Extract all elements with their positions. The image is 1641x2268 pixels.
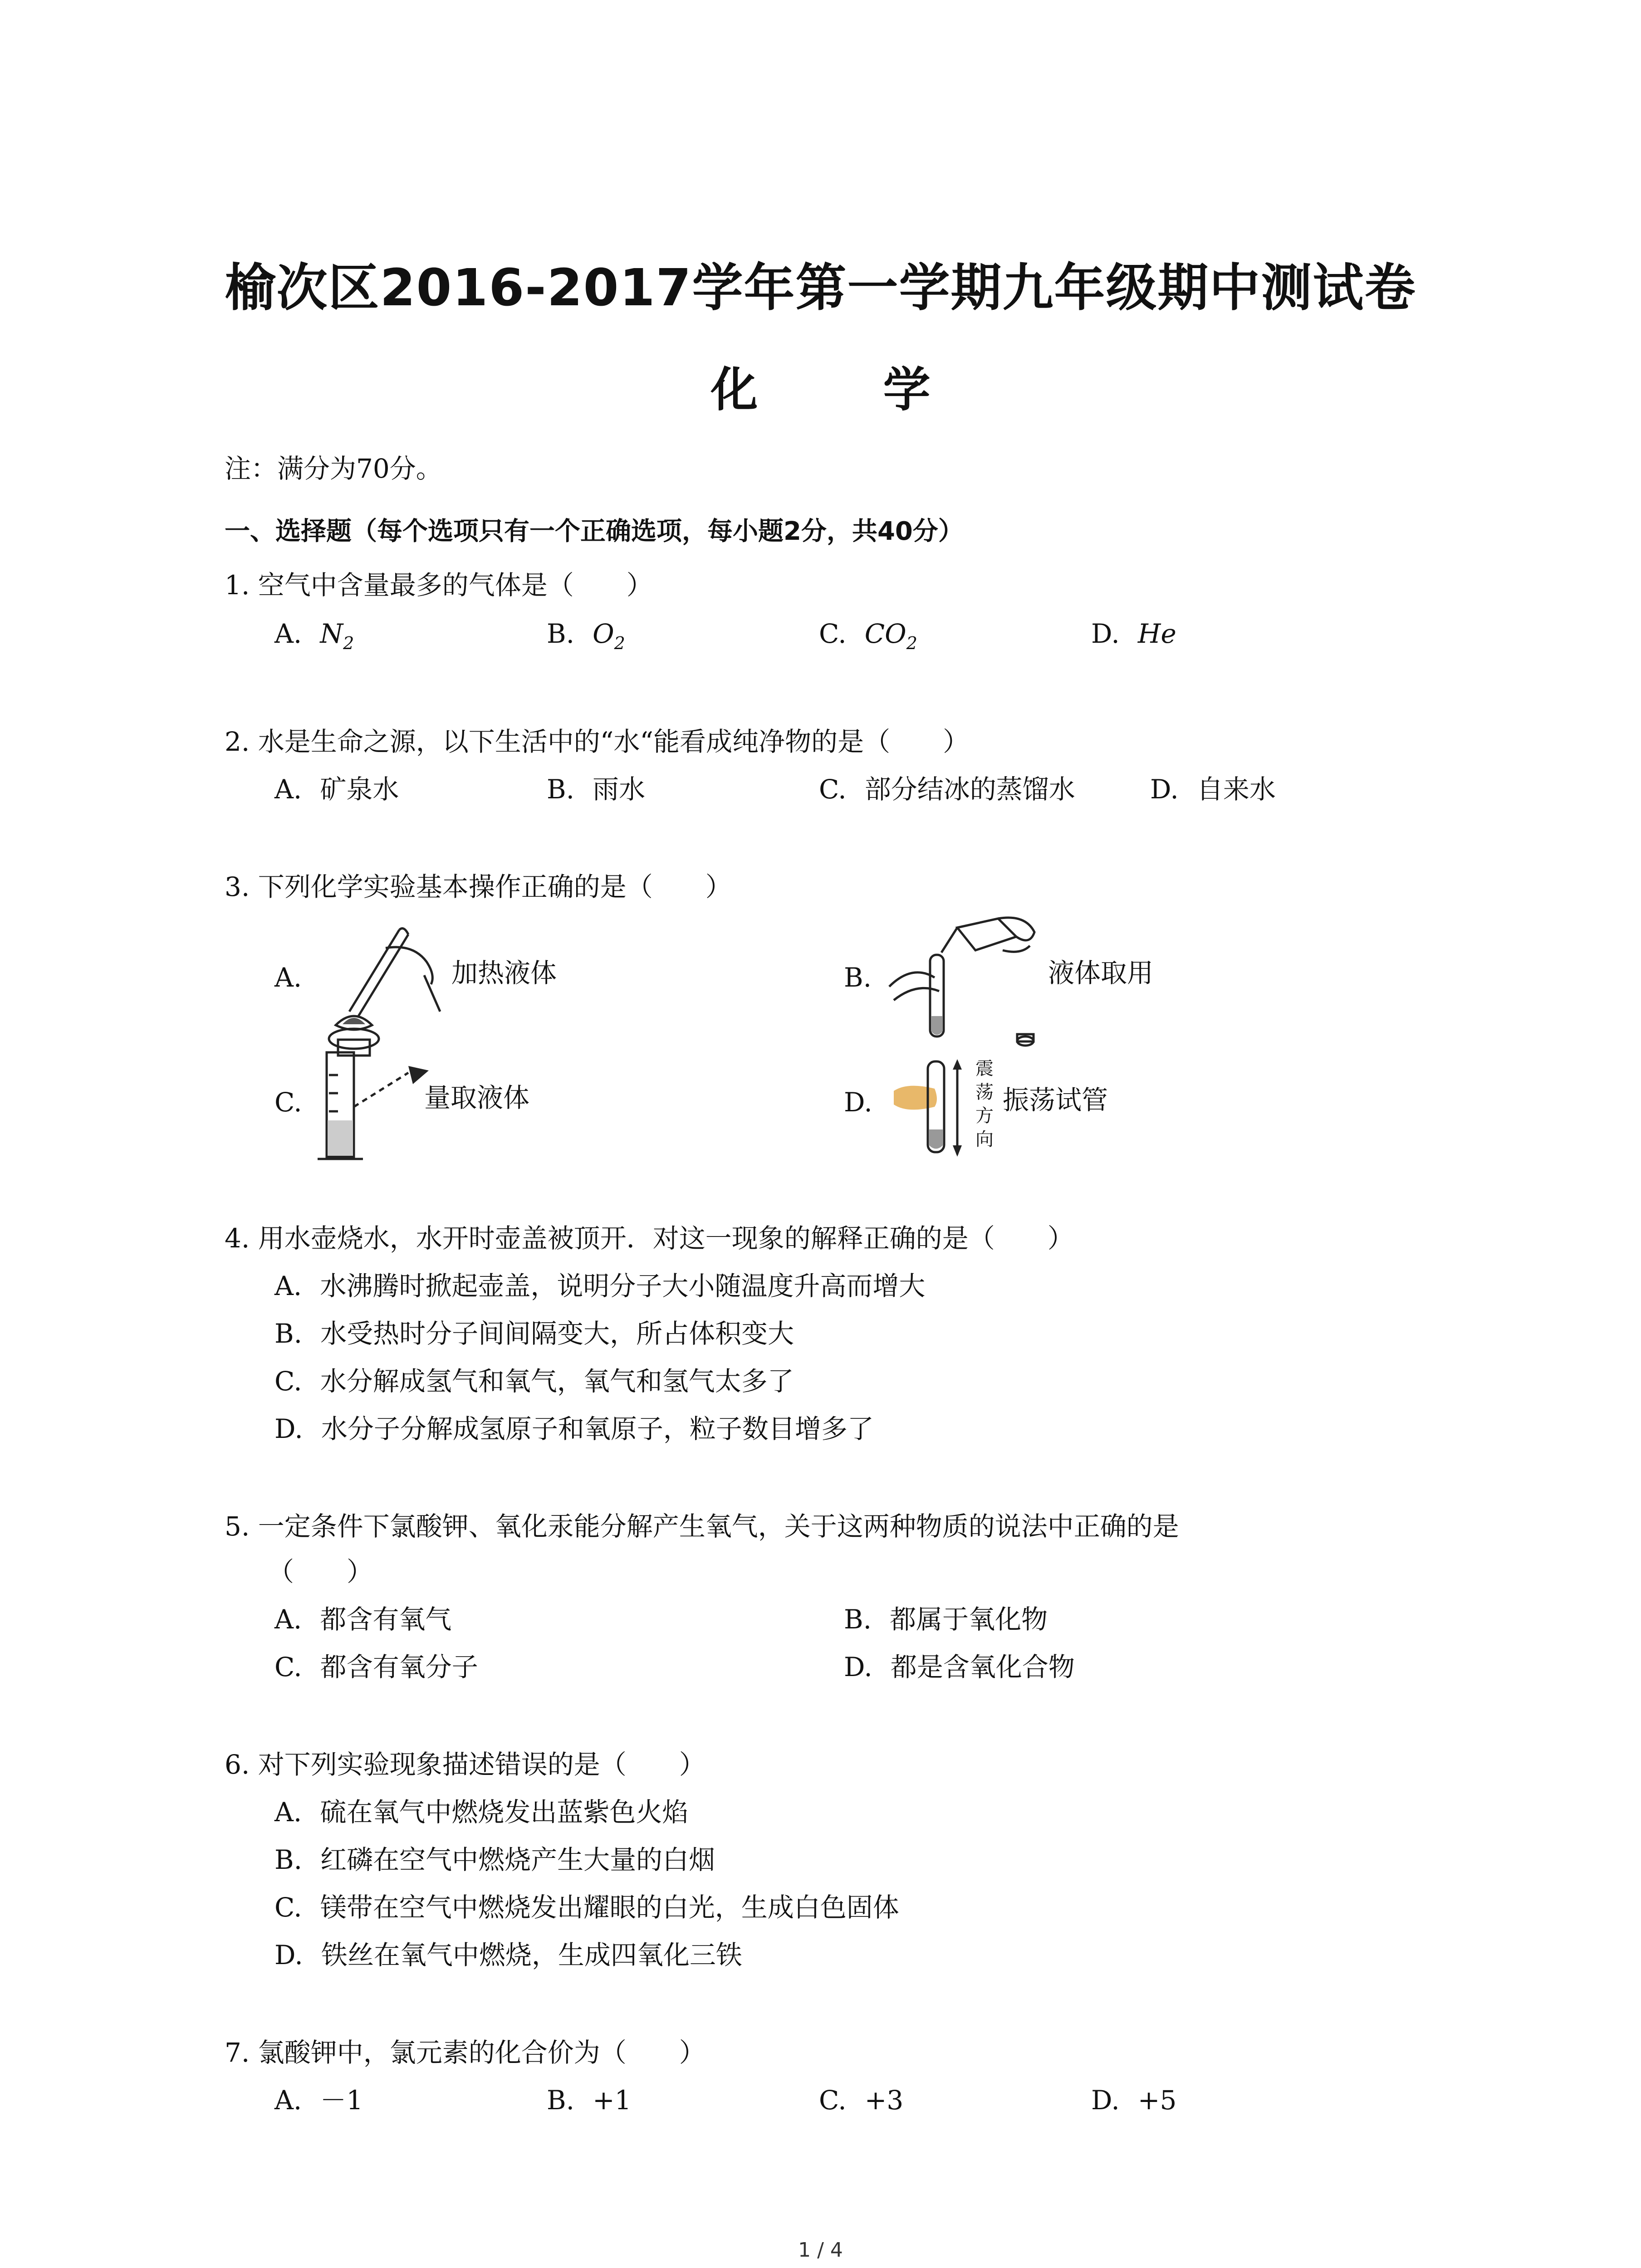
q5-option-c: C. 都含有氧分子 bbox=[274, 1652, 478, 1682]
question-5-stem-cont: （ ） bbox=[268, 1556, 373, 1587]
q4-option-b: B. 水受热时分子间间隔变大，所占体积变大 bbox=[274, 1318, 794, 1349]
question-2-stem: 2. 水是生命之源，以下生活中的“水“能看成纯净物的是（ ） bbox=[225, 726, 970, 757]
q7-option-a: A. －1 bbox=[274, 2085, 363, 2116]
q3-option-b-letter: B. bbox=[844, 962, 872, 993]
q4-option-d: D. 水分子分解成氢原子和氧原子，粒子数目增多了 bbox=[274, 1413, 874, 1444]
q3-option-d-letter: D. bbox=[844, 1087, 872, 1118]
q2-option-b: B. 雨水 bbox=[547, 774, 646, 805]
q7-option-d: D. +5 bbox=[1091, 2085, 1177, 2116]
q3-option-c-label: 量取液体 bbox=[424, 1082, 530, 1113]
q2-option-a: A. 矿泉水 bbox=[274, 774, 399, 805]
q6-option-a: A. 硫在氧气中燃烧发出蓝紫色火焰 bbox=[274, 1797, 689, 1828]
section-heading: 一、选择题（每个选项只有一个正确选项，每小题2分，共40分） bbox=[225, 517, 964, 546]
q1-option-c: C. $CO_2$ bbox=[819, 618, 917, 653]
q3-option-d-label: 振荡试管 bbox=[1003, 1085, 1108, 1115]
shaking-direction-label: 震荡方向 bbox=[975, 1058, 994, 1150]
measuring-cylinder-figure bbox=[318, 1048, 436, 1170]
q7-option-c: C. +3 bbox=[819, 2085, 904, 2116]
q6-option-d: D. 铁丝在氧气中燃烧，生成四氧化三铁 bbox=[274, 1940, 742, 1970]
shaking-test-tube-figure bbox=[889, 1057, 971, 1161]
q5-option-b: B. 都属于氧化物 bbox=[844, 1604, 1048, 1635]
question-6-stem: 6. 对下列实验现象描述错误的是（ ） bbox=[225, 1749, 705, 1780]
q2-option-d: D. 自来水 bbox=[1150, 774, 1276, 805]
q1-option-d: D. He bbox=[1091, 618, 1176, 649]
pouring-liquid-figure bbox=[885, 909, 1057, 1059]
question-5-stem: 5. 一定条件下氯酸钾、氧化汞能分解产生氧气，关于这两种物质的说法中正确的是 bbox=[225, 1511, 1179, 1542]
subject-title: 化 学 bbox=[710, 362, 985, 417]
q4-option-c: C. 水分解成氢气和氧气，氧气和氢气太多了 bbox=[274, 1366, 794, 1397]
q6-option-b: B. 红磷在空气中燃烧产生大量的白烟 bbox=[274, 1844, 715, 1875]
heating-liquid-figure bbox=[318, 916, 454, 1061]
q6-option-c: C. 镁带在空气中燃烧发出耀眼的白光，生成白色固体 bbox=[274, 1892, 899, 1923]
q5-option-d: D. 都是含氧化合物 bbox=[844, 1652, 1075, 1682]
q3-option-a-label: 加热液体 bbox=[451, 958, 557, 988]
score-note: 注：满分为70分。 bbox=[225, 453, 442, 484]
question-4-stem: 4. 用水壶烧水，水开时壶盖被顶开．对这一现象的解释正确的是（ ） bbox=[225, 1223, 1074, 1254]
page-number: 1 / 4 bbox=[798, 2239, 843, 2262]
q4-option-a: A. 水沸腾时掀起壶盖，说明分子大小随温度升高而增大 bbox=[274, 1271, 926, 1301]
q3-option-a-letter: A. bbox=[274, 962, 302, 993]
question-7-stem: 7. 氯酸钾中，氯元素的化合价为（ ） bbox=[225, 2037, 705, 2068]
q7-option-b: B. +1 bbox=[547, 2085, 632, 2116]
question-3-stem: 3. 下列化学实验基本操作正确的是（ ） bbox=[225, 871, 732, 902]
q1-option-a: A. $N_2$ bbox=[274, 618, 354, 653]
q1-option-b: B. $O_2$ bbox=[547, 618, 625, 653]
q2-option-c: C. 部分结冰的蒸馏水 bbox=[819, 774, 1075, 805]
q3-option-c-letter: C. bbox=[274, 1087, 302, 1118]
exam-title: 榆次区2016-2017学年第一学期九年级期中测试卷 bbox=[225, 259, 1416, 318]
q3-option-b-label: 液体取用 bbox=[1048, 958, 1154, 988]
question-1-stem: 1. 空气中含量最多的气体是（ ） bbox=[225, 570, 653, 601]
q5-option-a: A. 都含有氧气 bbox=[274, 1604, 452, 1635]
